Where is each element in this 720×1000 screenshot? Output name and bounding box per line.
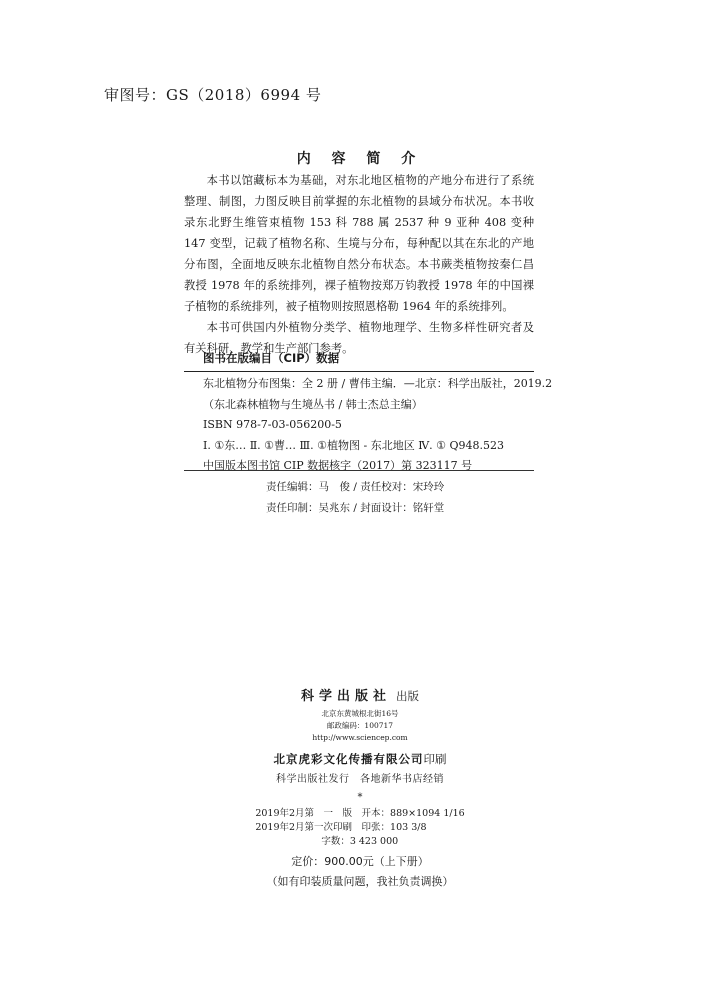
word-count-line: 字数：3 423 000: [321, 836, 399, 847]
summary-title: 内 容 简 介: [296, 151, 424, 167]
cip-catalog-number-line: 中国版本图书馆 CIP 数据核字（2017）第 323117 号: [203, 459, 473, 472]
review-number: 审图号：GS（2018）6994 号: [104, 86, 322, 104]
publisher-address: 北京东黄城根北街16号: [321, 709, 399, 718]
distribution-line: 科学出版社发行 各地新华书店经销: [276, 774, 444, 785]
edition-block: [255, 807, 464, 849]
cip-bottom-rule: [184, 470, 534, 471]
publisher-postcode: 邮政编码：100717: [326, 721, 394, 730]
cip-classification-line: Ⅰ. ①东… Ⅱ. ①曹… Ⅲ. ①植物图 - 东北地区 Ⅳ. ① Q948.523: [203, 438, 505, 452]
cip-record: [203, 374, 553, 477]
summary-body: [184, 170, 534, 359]
price-line: 定价：900.00元（上下册）: [291, 855, 429, 868]
publisher-logo-text: 科学出版社: [300, 689, 391, 704]
cip-top-rule: [184, 371, 534, 372]
publisher-line: [0, 685, 720, 704]
cip-heading: 图书在版编目（CIP）数据: [203, 351, 340, 365]
summary-paragraph: 本书以馆藏标本为基础，对东北地区植物的产地分布进行了系统整理、制图，力图反映目前掌握的东北植物的县域分布状况。本书收录东北野生维管束植物 153 科 788 属 2537 种 9 亚种 408 变种 147 变型，记载了植物名称、生境与分布，每种配以其在东北的产地分布图，全面地反映东北植物自然分布状态。本书蕨类植物按秦仁昌教授 1978 年的系统排列，裸子植物按郑万钧教授 1978 年的中国裸子植物的系统排列，被子植物则按照恩格勒 1964 年的系统排列。: [184, 174, 534, 313]
print-design-credit: 责任印制：吴兆东 / 封面设计：铭轩堂: [266, 501, 445, 514]
printer-line: [0, 748, 720, 767]
separator-mark: *: [357, 792, 363, 803]
printing-line: 2019年2月第一次印刷 印张：103 3/8: [255, 822, 427, 833]
editor-credit: 责任编辑：马 俊 / 责任校对：宋玲玲: [266, 481, 445, 493]
colophon: [0, 685, 720, 889]
edition-line: 2019年2月第 一 版 开本：889×1094 1/16: [255, 808, 465, 819]
printer-role: 印刷: [423, 752, 447, 766]
responsibility-credits: [266, 477, 444, 518]
publisher-role: 出版: [396, 689, 420, 703]
summary-paragraph: 本书可供国内外植物分类学、植物地理学、生物多样性研究者及有关科研、教学和生产部门参考。: [184, 321, 534, 355]
cip-isbn-line: ISBN 978-7-03-056200-5: [203, 418, 342, 431]
cip-title-line: 东北植物分布图集：全 2 册 / 曹伟主编．—北京：科学出版社，2019.2: [203, 377, 553, 390]
printer-name: 北京虎彩文化传播有限公司: [273, 752, 424, 766]
cip-series-line: （东北森林植物与生境丛书 / 韩士杰总主编）: [203, 397, 423, 411]
publisher-website: http://www.sciencep.com: [312, 733, 408, 742]
quality-note: （如有印装质量问题，我社负责调换）: [266, 875, 454, 888]
